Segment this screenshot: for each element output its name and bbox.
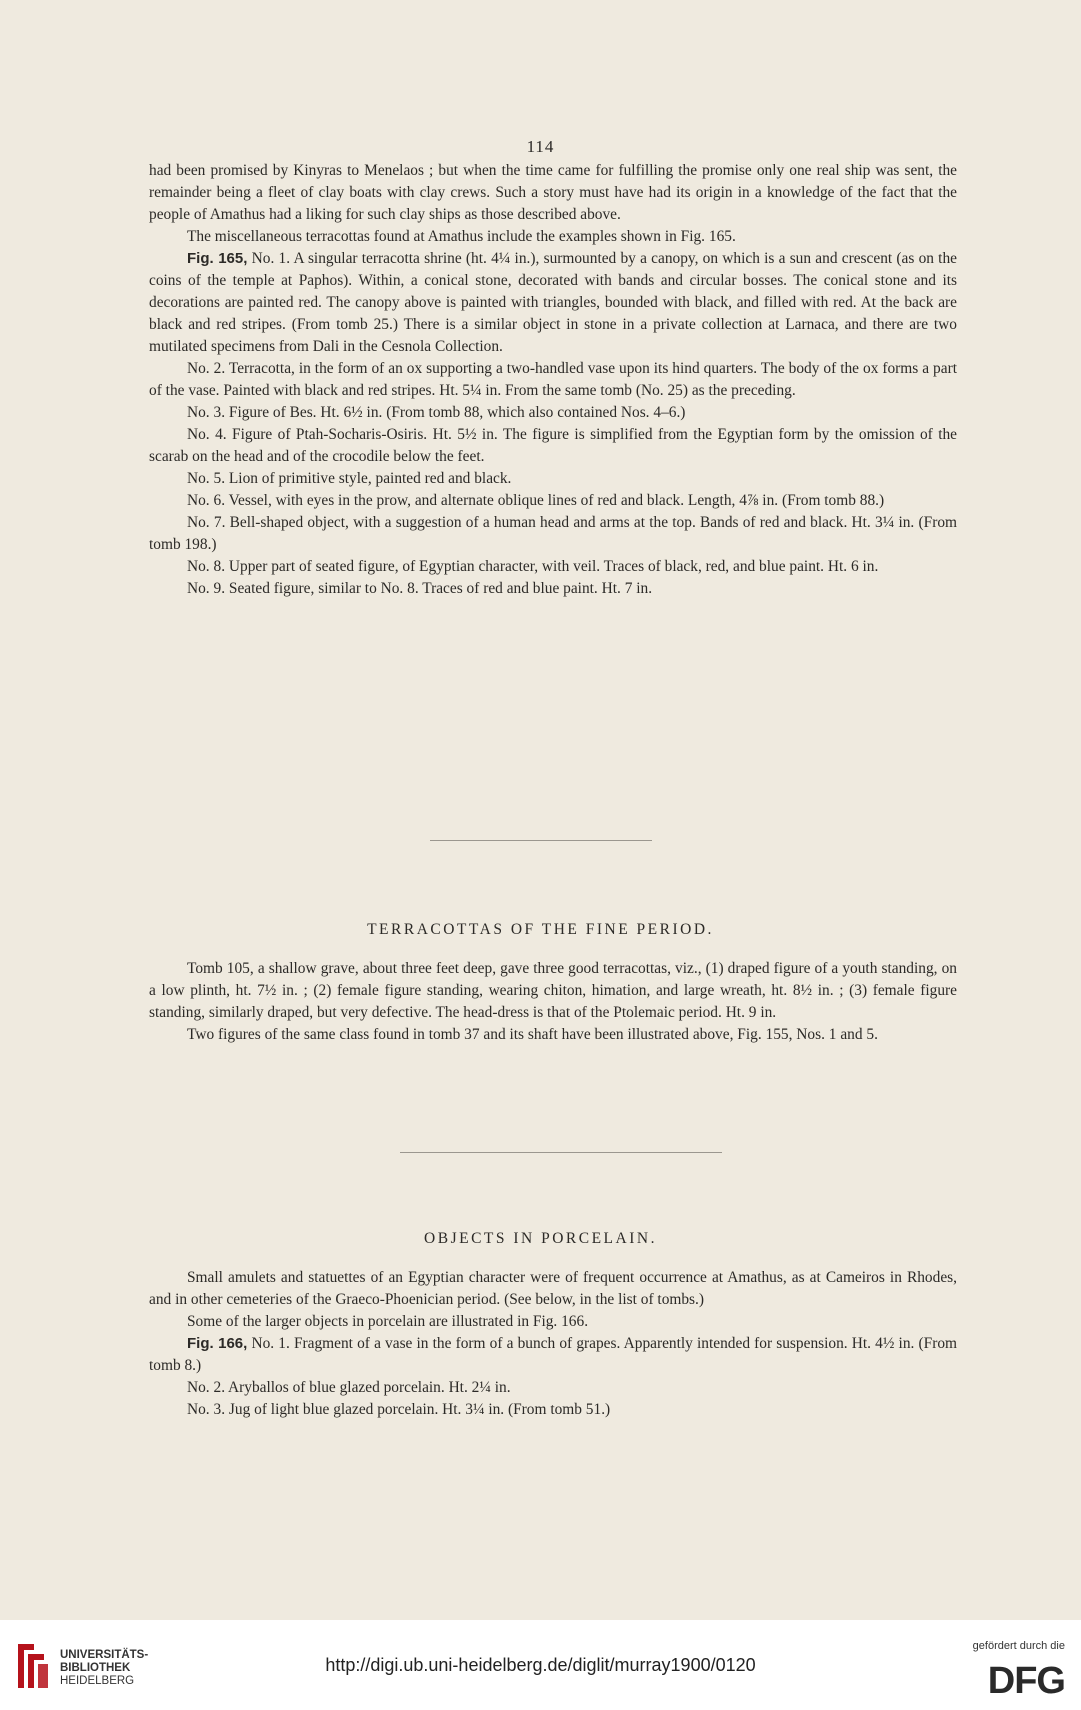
paragraph: Small amulets and statuettes of an Egyptian character were of frequent occurrence at Amathus, as at Cameiros in Rhodes, and in other cemeteries of the Graeco-Phoenician period. (See below, in the list of tombs.) <box>149 1269 957 1308</box>
paragraph: No. 6. Vessel, with eyes in the prow, and alternate oblique lines of red and black. Length, 4⅞ in. (From tomb 88.) <box>187 492 885 509</box>
funder-text: gefördert durch die <box>972 1640 1065 1652</box>
paragraph: No. 2. Aryballos of blue glazed porcelain. Ht. 2¼ in. <box>187 1379 511 1396</box>
dfg-logo: DFG <box>987 1660 1065 1702</box>
paragraph: No. 3. Figure of Bes. Ht. 6½ in. (From tomb 88, which also contained Nos. 4–6.) <box>187 404 686 421</box>
paragraph: The miscellaneous terracottas found at Amathus include the examples shown in Fig. 165. <box>187 228 736 245</box>
paragraph-text: No. 1. A singular terracotta shrine (ht. 4¼ in.), surmounted by a canopy, on which is a sun and crescent (as on the coins of the temple at Paphos). Within, a conical stone, decorated with bands and circular bosses. The conical stone and its decorations are painted red. The canopy above is painted with triangles, bounded with black, and filled with red. At the back are black and red stripes. (From tomb 25.) There is a similar object in stone in a private collection at Larnaca, and there are two mutilated specimens from Dali in the Cesnola Collection. <box>149 250 957 355</box>
library-line: UNIVERSITÄTS- <box>60 1649 149 1661</box>
section-2-text <box>149 958 957 1046</box>
paragraph: No. 2. Terracotta, in the form of an ox supporting a two-handled vase upon its hind quarters. The body of the ox forms a part of the vase. Painted with black and red stripes. Ht. 5¼ in. From the same tomb (No. 25) as the preceding. <box>149 360 957 399</box>
paragraph: No. 5. Lion of primitive style, painted red and black. <box>187 470 512 487</box>
paragraph: No. 9. Seated figure, similar to No. 8. Traces of red and blue paint. Ht. 7 in. <box>187 580 653 597</box>
page-number: 114 <box>526 137 555 156</box>
paragraph: Tomb 105, a shallow grave, about three feet deep, gave three good terracottas, viz., (1) draped figure of a youth standing, on a low plinth, ht. 7½ in. ; (2) female figure standing, wearing chiton, himation, and large wreath, ht. 8½ in. ; (3) female figure standing, similarly draped, but very defective. The head-dress is that of the Ptolemaic period. Ht. 9 in. <box>149 960 957 1021</box>
fig-label: Fig. 165, <box>187 250 248 267</box>
fig-label: Fig. 166, <box>187 1335 248 1352</box>
source-url-link[interactable]: http://digi.ub.uni-heidelberg.de/diglit/murray1900/0120 <box>325 1655 756 1675</box>
paragraph: had been promised by Kinyras to Menelaos ; but when the time came for fulfilling the promise only one real ship was sent, the remainder being a fleet of clay boats with clay crews. Such a story must have had its origin in a knowledge of the fact that the people of Amathus had a liking for such clay ships as those described above. <box>149 162 957 223</box>
library-line: BIBLIOTHEK <box>60 1662 131 1674</box>
paragraph: Some of the larger objects in porcelain are illustrated in Fig. 166. <box>187 1313 589 1330</box>
paragraph: No. 7. Bell-shaped object, with a suggestion of a human head and arms at the top. Bands of red and black. Ht. 3¼ in. (From tomb 198.) <box>149 514 957 553</box>
paragraph: Two figures of the same class found in tomb 37 and its shaft have been illustrated above, Fig. 155, Nos. 1 and 5. <box>187 1026 878 1043</box>
divider <box>400 1152 722 1153</box>
paragraph: No. 8. Upper part of seated figure, of Egyptian character, with veil. Traces of black, red, and blue paint. Ht. 6 in. <box>187 558 879 575</box>
paragraph-fig166 <box>149 1333 957 1377</box>
divider <box>430 840 652 841</box>
paragraph: No. 4. Figure of Ptah-Socharis-Osiris. Ht. 5½ in. The figure is simplified from the Egyptian form by the omission of the scarab on the head and of the crocodile below the feet. <box>149 426 957 465</box>
paragraph-fig165 <box>149 248 957 358</box>
library-line: HEIDELBERG <box>60 1675 135 1687</box>
section-3-text <box>149 1267 957 1421</box>
section-1-text <box>149 160 957 600</box>
section-heading: OBJECTS IN PORCELAIN. <box>424 1230 657 1247</box>
section-heading: TERRACOTTAS OF THE FINE PERIOD. <box>367 921 714 938</box>
paragraph: No. 3. Jug of light blue glazed porcelain. Ht. 3¼ in. (From tomb 51.) <box>187 1401 611 1418</box>
paragraph-text: No. 1. Fragment of a vase in the form of a bunch of grapes. Apparently intended for suspension. Ht. 4½ in. (From tomb 8.) <box>149 1335 957 1374</box>
